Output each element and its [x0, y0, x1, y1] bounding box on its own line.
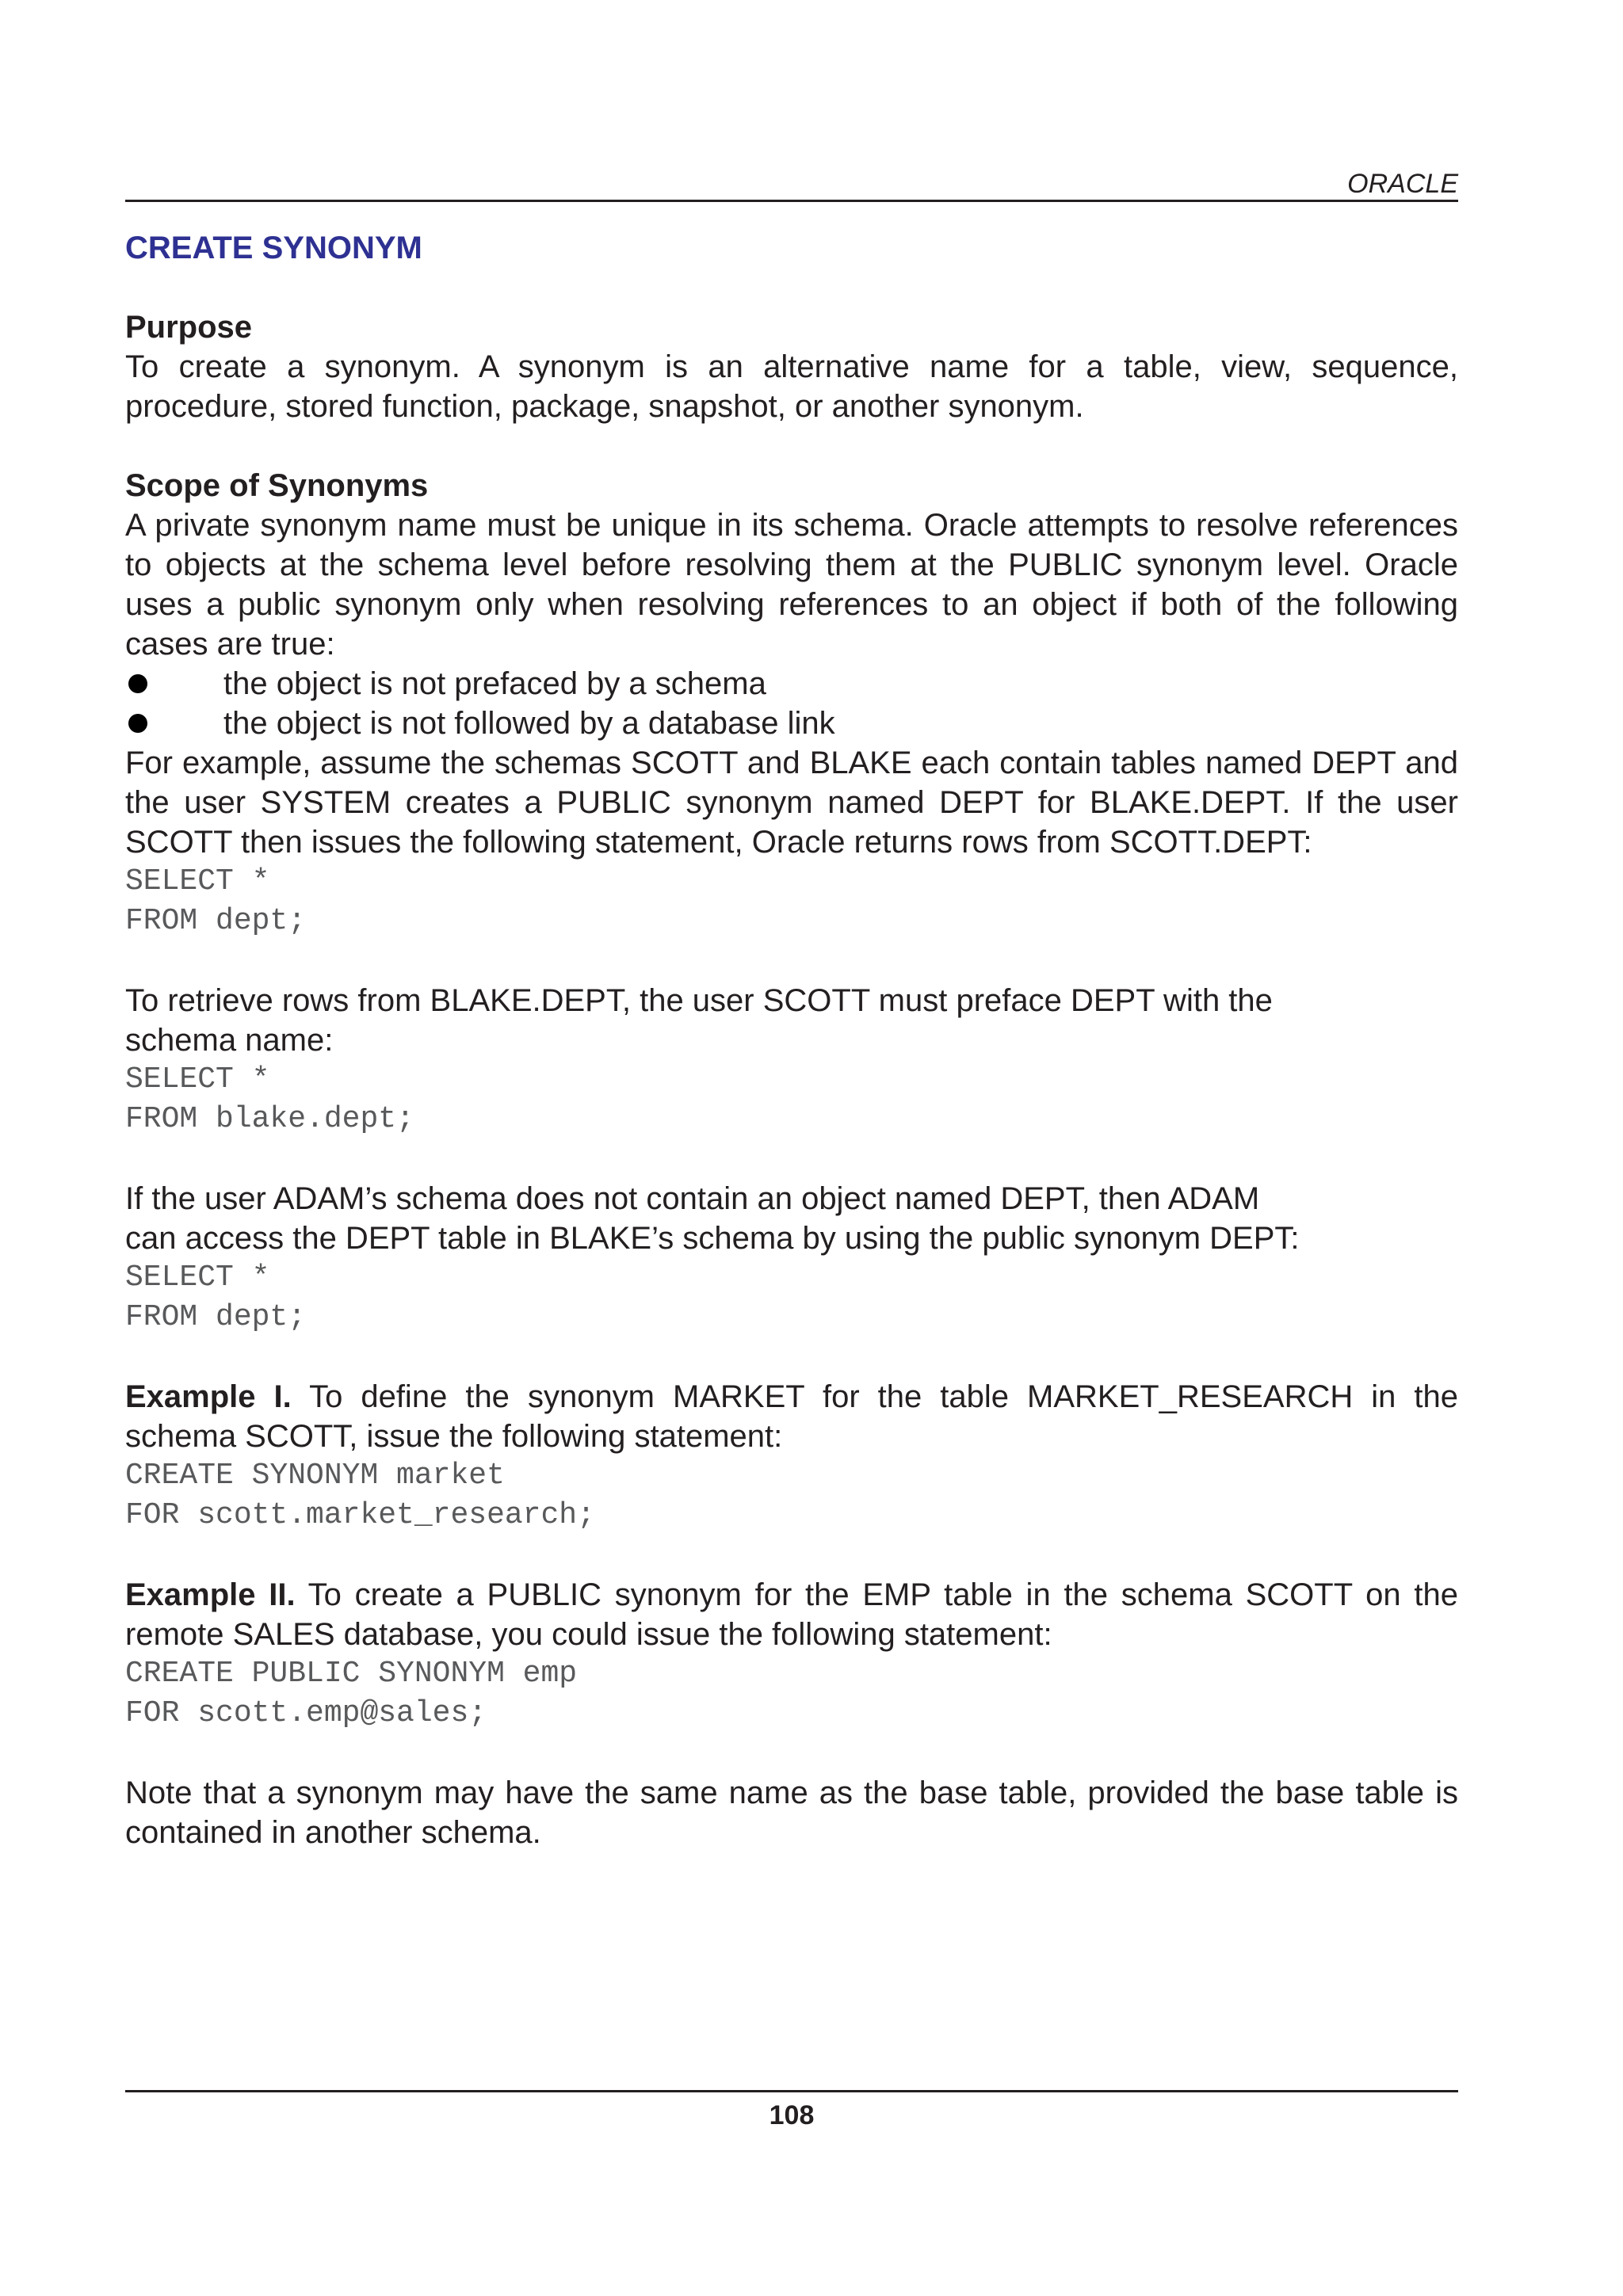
code-line: FROM blake.dept;: [125, 1102, 414, 1136]
footer-rule: [125, 2090, 1458, 2092]
code-line: FROM dept;: [125, 904, 307, 938]
section-title: CREATE SYNONYM: [125, 231, 422, 265]
code-line: FOR scott.emp@sales;: [125, 1696, 487, 1730]
spacer: [125, 1337, 1458, 1377]
code-line: CREATE SYNONYM market: [125, 1459, 505, 1493]
example-two-text: [125, 1575, 1458, 1654]
scope-intro: A private synonym name must be unique in its schema. Oracle attempts to resolve references to objects at the schema level before resolving them at the PUBLIC synonym level. Oracle uses a public synonym only when resolving references to an object if both of the following cases are true:: [125, 508, 1458, 662]
example-one-text: [125, 1377, 1458, 1456]
header-rule: [125, 200, 1458, 202]
spacer: [125, 1139, 1458, 1179]
code-line: SELECT *: [125, 1062, 270, 1097]
purpose-text: To create a synonym. A synonym is an alternative name for a table, view, sequence, procedure, stored function, package, snapshot, or another synonym.: [125, 349, 1458, 424]
page-content: [125, 228, 1458, 1852]
retrieve-text-line: schema name:: [125, 1023, 334, 1058]
bullet-icon: [128, 714, 147, 733]
page-number: 108: [769, 2100, 815, 2130]
note-text: Note that a synonym may have the same name as the base table, provided the base table is contained in another schema.: [125, 1775, 1458, 1850]
scope-example-text: For example, assume the schemas SCOTT and BLAKE each contain tables named DEPT and the user SYSTEM creates a PUBLIC synonym named DEPT for BLAKE.DEPT. If the user SCOTT then issues the following statement, Oracle returns rows from SCOTT.DEPT:: [125, 746, 1458, 860]
adam-text-line: can access the DEPT table in BLAKE’s schema by using the public synonym DEPT:: [125, 1221, 1300, 1256]
spacer: [125, 1535, 1458, 1575]
adam-text-line: If the user ADAM’s schema does not contain an object named DEPT, then ADAM: [125, 1181, 1260, 1216]
bullet-icon: [128, 674, 147, 693]
purpose-heading: Purpose: [125, 310, 253, 345]
spacer: [125, 941, 1458, 981]
code-line: FROM dept;: [125, 1300, 307, 1334]
list-item-text: the object is not followed by a database link: [223, 706, 835, 741]
list-item: [125, 704, 1458, 743]
condition-list: [125, 664, 1458, 743]
scope-heading: Scope of Synonyms: [125, 468, 429, 503]
document-page: [125, 0, 1458, 2296]
spacer: [125, 426, 1458, 466]
code-line: SELECT *: [125, 864, 270, 898]
spacer: [125, 1733, 1458, 1773]
example-one-body: To define the synonym MARKET for the table MARKET_RESEARCH in the schema SCOTT, issue the following statement:: [125, 1379, 1459, 1454]
list-item: [125, 664, 1458, 704]
example-two-body: To create a PUBLIC synonym for the EMP table in the schema SCOTT on the remote SALES database, you could issue the following statement:: [125, 1577, 1459, 1652]
code-line: SELECT *: [125, 1261, 270, 1295]
list-item-text: the object is not prefaced by a schema: [223, 666, 766, 701]
running-header: ORACLE: [1347, 169, 1458, 199]
code-line: FOR scott.market_research;: [125, 1498, 595, 1532]
example-one-lead: Example I.: [125, 1379, 292, 1414]
code-line: CREATE PUBLIC SYNONYM emp: [125, 1657, 578, 1691]
example-two-lead: Example II.: [125, 1577, 296, 1612]
retrieve-text-line: To retrieve rows from BLAKE.DEPT, the user SCOTT must preface DEPT with the: [125, 983, 1273, 1018]
